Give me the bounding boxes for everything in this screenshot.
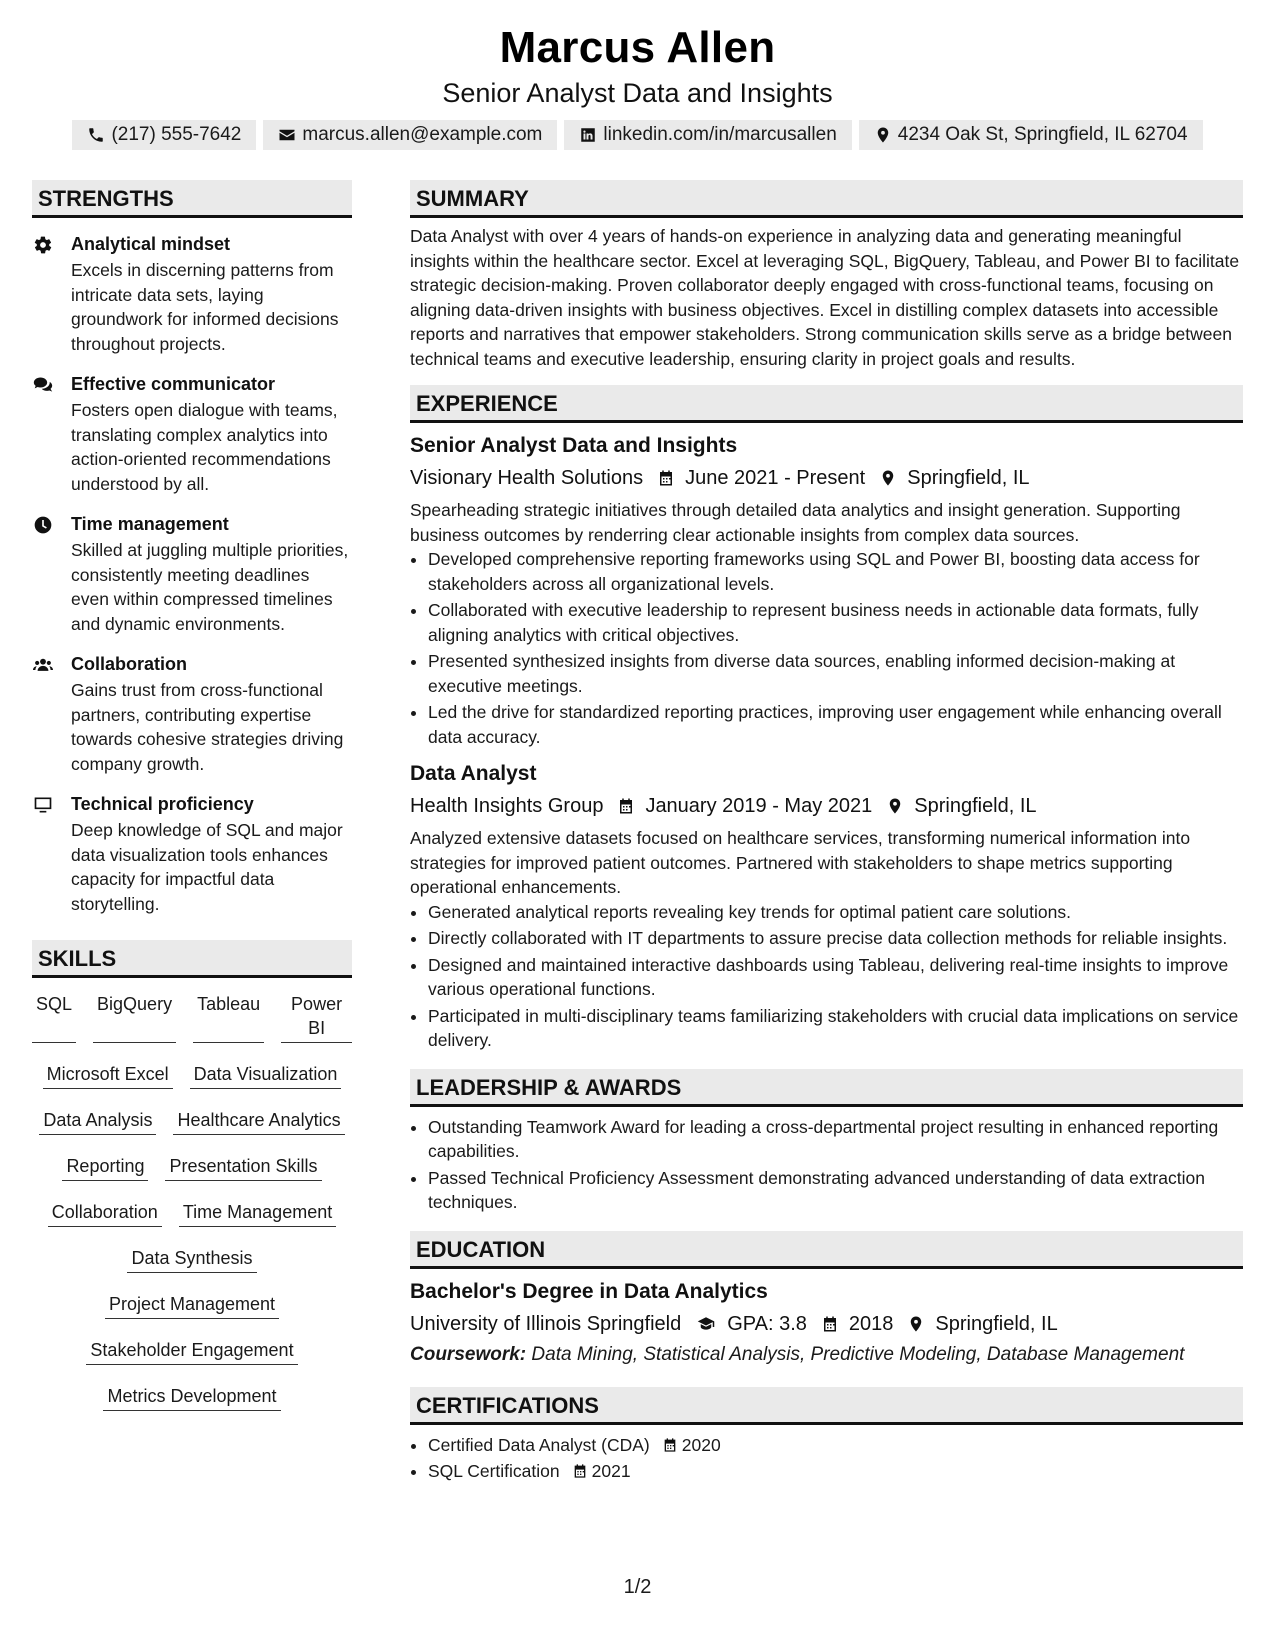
job-dates: June 2021 - Present xyxy=(685,467,866,489)
job-bullet: • Generated analytical reports revealing key trends for optimal patient care solutions. xyxy=(428,900,1243,925)
certification-list xyxy=(410,1433,1243,1484)
skill-tag: Healthcare Analytics xyxy=(173,1108,344,1135)
job-bullet: • Participated in multi-disciplinary teams familiarizing stakeholders with crucial data implications on service delivery. xyxy=(428,1004,1243,1053)
certifications-heading: CERTIFICATIONS xyxy=(410,1387,1243,1425)
contact-address xyxy=(859,120,1203,150)
map-pin-icon xyxy=(874,126,892,144)
contact-phone xyxy=(72,120,256,150)
address-text: 4234 Oak St, Springfield, IL 62704 xyxy=(897,124,1188,145)
linkedin-text: linkedin.com/in/marcusallen xyxy=(603,124,837,145)
strength-item xyxy=(32,232,352,356)
strength-title: Analytical mindset xyxy=(71,234,231,254)
job-location: Springfield, IL xyxy=(907,467,1030,489)
calendar-icon xyxy=(657,469,675,487)
strength-text: Skilled at juggling multiple priorities, consistently meeting deadlines even within compressed timelines and dynamic environments. xyxy=(71,540,349,634)
skill-row xyxy=(32,1062,352,1089)
job-bullet: • Developed comprehensive reporting frameworks using SQL and Power BI, boosting data access for stakeholders across all organizational levels. xyxy=(428,547,1243,596)
skill-row xyxy=(32,1292,352,1319)
left-column xyxy=(32,180,352,1430)
calendar-icon xyxy=(617,797,635,815)
right-column xyxy=(410,180,1243,1486)
calendar-icon xyxy=(662,1437,678,1453)
job-bullet: • Designed and maintained interactive dashboards using Tableau, delivering real-time insights to improve various operational functions. xyxy=(428,953,1243,1002)
leadership-heading: LEADERSHIP & AWARDS xyxy=(410,1069,1243,1107)
gpa: GPA: 3.8 xyxy=(727,1312,807,1335)
clock-icon xyxy=(32,515,54,535)
strength-title: Effective communicator xyxy=(71,374,276,394)
job-meta xyxy=(410,792,1243,820)
map-pin-icon xyxy=(907,1315,925,1333)
skill-row xyxy=(32,1154,352,1181)
skill-tag: Microsoft Excel xyxy=(43,1062,173,1089)
skills-heading: SKILLS xyxy=(32,940,352,978)
strength-text: Fosters open dialogue with teams, translating complex analytics into action-oriented recommendations understood by all. xyxy=(71,400,338,494)
strength-title: Technical proficiency xyxy=(71,794,254,814)
strength-item xyxy=(32,372,352,496)
skill-tag: Project Management xyxy=(105,1292,279,1319)
degree-title: Bachelor's Degree in Data Analytics xyxy=(410,1279,768,1303)
contact-bar xyxy=(0,120,1275,150)
skill-tag: Power BI xyxy=(281,992,352,1043)
job-description: Spearheading strategic initiatives through detailed data analytics and insight generation. Supporting business outcomes by renderring clear actionable insights from complex data sources. xyxy=(410,500,1181,545)
comments-icon xyxy=(32,375,54,395)
coursework-label: Coursework: xyxy=(410,1343,527,1365)
job-title: Data Analyst xyxy=(410,762,537,785)
certification-name: • SQL Certification xyxy=(428,1461,560,1481)
skills-list xyxy=(32,992,352,1411)
certification-name: • Certified Data Analyst (CDA) xyxy=(428,1434,650,1455)
phone-text: (217) 555-7642 xyxy=(111,124,242,145)
strength-text: Excels in discerning patterns from intricate data sets, laying groundwork for informed decisions throughout projects. xyxy=(71,260,339,354)
leadership-bullets xyxy=(410,1115,1243,1215)
phone-icon xyxy=(87,126,105,144)
candidate-name: Marcus Allen xyxy=(499,23,776,72)
job-bullet: • Directly collaborated with IT departments to assure precise data collection methods for reliable insights. xyxy=(428,926,1243,951)
certification-year: 2021 xyxy=(591,1461,631,1481)
strength-item xyxy=(32,512,352,636)
job-bullet: • Presented synthesized insights from diverse data sources, enabling informed decision-making at executive meetings. xyxy=(428,649,1243,698)
summary-text: Data Analyst with over 4 years of hands-on experience in analyzing data and generating meaningful insights within the healthcare sector. Excel at leveraging SQL, BigQuery, Tableau, and Power BI to facilitate strategic decision-making. Proven collaborator deeply engaged with cross-functional teams, focusing on aligning data-driven insights with business objectives. Excel in distilling complex datasets into accessible reports and narratives that empower stakeholders. Strong communication skills serve as a bridge between technical teams and executive leadership, ensuring clarity in project goals and results. xyxy=(410,226,1240,369)
gear-icon xyxy=(32,235,54,255)
skill-row xyxy=(32,1108,352,1135)
education-meta xyxy=(410,1310,1243,1338)
page-number: 1/2 xyxy=(623,1576,652,1598)
skill-tag: Reporting xyxy=(62,1154,148,1181)
skill-row xyxy=(32,1338,352,1365)
monitor-icon xyxy=(32,795,54,815)
contact-linkedin xyxy=(564,120,851,150)
skill-tag: Tableau xyxy=(193,992,264,1043)
job-entry xyxy=(410,761,1243,1053)
resume-header xyxy=(0,22,1275,150)
skill-row xyxy=(32,1200,352,1227)
strength-item xyxy=(32,652,352,776)
contact-email xyxy=(263,120,557,150)
skill-tag: Metrics Development xyxy=(103,1384,280,1411)
job-entry xyxy=(410,433,1243,749)
strengths-heading: STRENGTHS xyxy=(32,180,352,218)
skill-tag: Stakeholder Engagement xyxy=(86,1338,297,1365)
map-pin-icon xyxy=(886,797,904,815)
candidate-title: Senior Analyst Data and Insights xyxy=(442,78,833,108)
skill-tag: Data Synthesis xyxy=(127,1246,256,1273)
email-text: marcus.allen@example.com xyxy=(302,124,543,145)
strength-text: Deep knowledge of SQL and major data visualization tools enhances capacity for impactful data storytelling. xyxy=(71,820,343,914)
linkedin-icon xyxy=(579,126,597,144)
job-title: Senior Analyst Data and Insights xyxy=(410,434,738,457)
certification-year: 2020 xyxy=(681,1434,721,1455)
education-heading: EDUCATION xyxy=(410,1231,1243,1269)
award-bullet: • Outstanding Teamwork Award for leading a cross-departmental project resulting in enhanced reporting capabilities. xyxy=(428,1115,1243,1164)
school-name: University of Illinois Springfield xyxy=(410,1312,682,1335)
calendar-icon xyxy=(821,1315,839,1333)
certification-item xyxy=(428,1433,1243,1458)
coursework xyxy=(410,1341,1243,1369)
job-bullet: • Led the drive for standardized reporting practices, improving user engagement while enhancing overall data accuracy. xyxy=(428,700,1243,749)
skill-row xyxy=(32,992,352,1043)
job-bullets xyxy=(410,547,1243,749)
skill-tag: Data Visualization xyxy=(190,1062,342,1089)
strength-item xyxy=(32,792,352,916)
users-icon xyxy=(32,655,54,675)
job-company: Health Insights Group xyxy=(410,795,604,817)
skill-tag: SQL xyxy=(32,992,76,1043)
job-meta xyxy=(410,464,1243,492)
skill-row xyxy=(32,1246,352,1273)
job-bullet: • Collaborated with executive leadership to represent business needs in actionable data formats, fully aligning analytics with critical objectives. xyxy=(428,598,1243,647)
job-bullets xyxy=(410,900,1243,1053)
graduation-cap-icon xyxy=(695,1315,717,1333)
strength-title: Time management xyxy=(71,514,229,534)
envelope-icon xyxy=(278,126,296,144)
coursework-text: Data Mining, Statistical Analysis, Predictive Modeling, Database Management xyxy=(531,1343,1185,1365)
job-description: Analyzed extensive datasets focused on healthcare services, transforming numerical information into strategies for improved patient outcomes. Partnered with stakeholders to shape metrics supporting operational enhancements. xyxy=(410,828,1191,897)
job-location: Springfield, IL xyxy=(914,795,1037,817)
experience-heading: EXPERIENCE xyxy=(410,385,1243,423)
certification-item xyxy=(428,1459,1243,1484)
strength-title: Collaboration xyxy=(71,654,187,674)
calendar-icon xyxy=(572,1463,588,1479)
map-pin-icon xyxy=(879,469,897,487)
award-bullet: • Passed Technical Proficiency Assessment demonstrating advanced understanding of data extraction techniques. xyxy=(428,1166,1243,1215)
skill-tag: Data Analysis xyxy=(39,1108,156,1135)
job-company: Visionary Health Solutions xyxy=(410,467,644,489)
skill-tag: Time Management xyxy=(179,1200,336,1227)
skill-row xyxy=(32,1384,352,1411)
job-dates: January 2019 - May 2021 xyxy=(645,795,873,817)
summary-heading: SUMMARY xyxy=(410,180,1243,218)
school-location: Springfield, IL xyxy=(935,1312,1058,1335)
skill-tag: Collaboration xyxy=(48,1200,162,1227)
skill-tag: BigQuery xyxy=(93,992,176,1043)
graduation-year: 2018 xyxy=(848,1312,894,1335)
strength-text: Gains trust from cross-functional partners, contributing expertise towards cohesive strategies driving company growth. xyxy=(71,680,344,774)
skill-tag: Presentation Skills xyxy=(165,1154,321,1181)
